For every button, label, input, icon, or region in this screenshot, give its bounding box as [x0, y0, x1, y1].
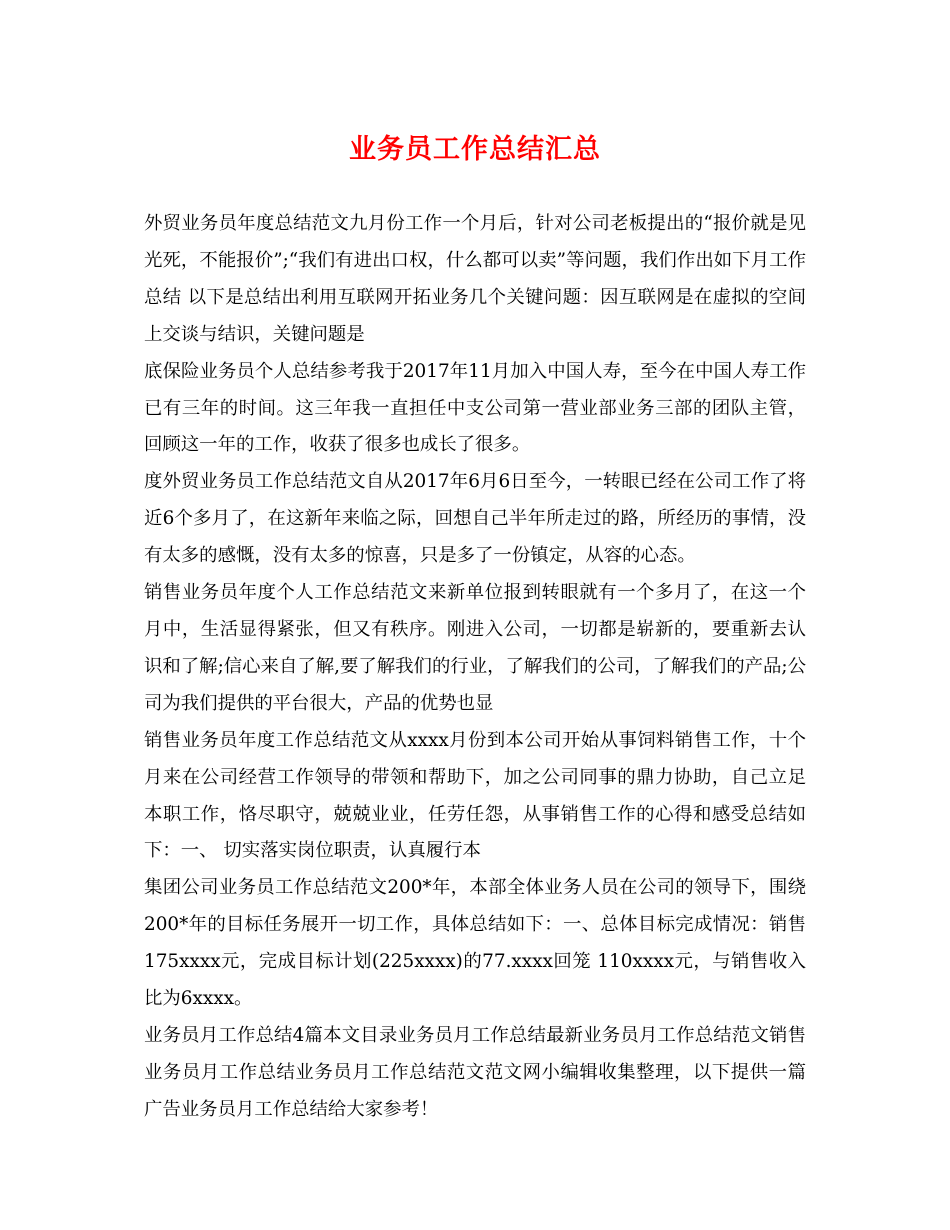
paragraph-monthly-summary: 业务员月工作总结4篇本文目录业务员月工作总结最新业务员月工作总结范文销售业务员月工作总结业务员月工作总结范文范文网小编辑收集整理，以下提供一篇广告业务员月工作总结给大家参考！ — [144, 1024, 806, 1120]
paragraph-foreign-trade-annual: 外贸业务员年度总结范文九月份工作一个月后，针对公司老板提出的“报价就是见光死，不能报价”;“我们有进出口权，什么都可以卖”等问题，我们作出如下月工作总结 以下是总结出利用互联网开拓业务几个关键问题：因互联网是在虚拟的空间上交谈与结识，关键问题是 — [144, 213, 806, 345]
paragraph-group-company: 集团公司业务员工作总结范文200*年，本部全体业务人员在公司的领导下，围绕200*年的目标任务展开一切工作，具体总结如下：一、总体目标完成情况：销售175xxxx元，完成目标计划(225xxxx)的77.xxxx回笼 110xxxx元，与销售收入比为6xxxx。 — [144, 877, 806, 1010]
paragraph-foreign-trade-work: 度外贸业务员工作总结范文自从2017年6月6日至今，一转眼已经在公司工作了将近6个多月了，在这新年来临之际，回想自己半年所走过的路，所经历的事情，没有太多的感慨，没有太多的惊喜，只是多了一份镇定，从容的心态。 — [144, 471, 806, 567]
paragraph-sales-personal: 销售业务员年度个人工作总结范文来新单位报到转眼就有一个多月了，在这一个月中，生活显得紧张，但又有秩序。刚进入公司，一切都是崭新的，要重新去认识和了解;信心来自了解,要了解我们的行业，了解我们的公司，了解我们的产品;公司为我们提供的平台很大，产品的优势也显 — [144, 582, 806, 714]
paragraph-insurance-personal: 底保险业务员个人总结参考我于2017年11月加入中国人寿，至今在中国人寿工作已有三年的时间。这三年我一直担任中支公司第一营业部业务三部的团队主管，回顾这一年的工作，收获了很多也成长了很多。 — [144, 360, 806, 456]
document-body — [144, 206, 806, 1129]
document-title: 业务员工作总结汇总 — [349, 134, 601, 165]
paragraph-sales-annual: 销售业务员年度工作总结范文从xxxx月份到本公司开始从事饲料销售工作，十个月来在公司经营工作领导的带领和帮助下，加之公司同事的鼎力协助，自己立足本职工作，恪尽职守，兢兢业业，任劳任怨，从事销售工作的心得和感受总结如下：一、 切实落实岗位职责，认真履行本 — [144, 729, 806, 862]
